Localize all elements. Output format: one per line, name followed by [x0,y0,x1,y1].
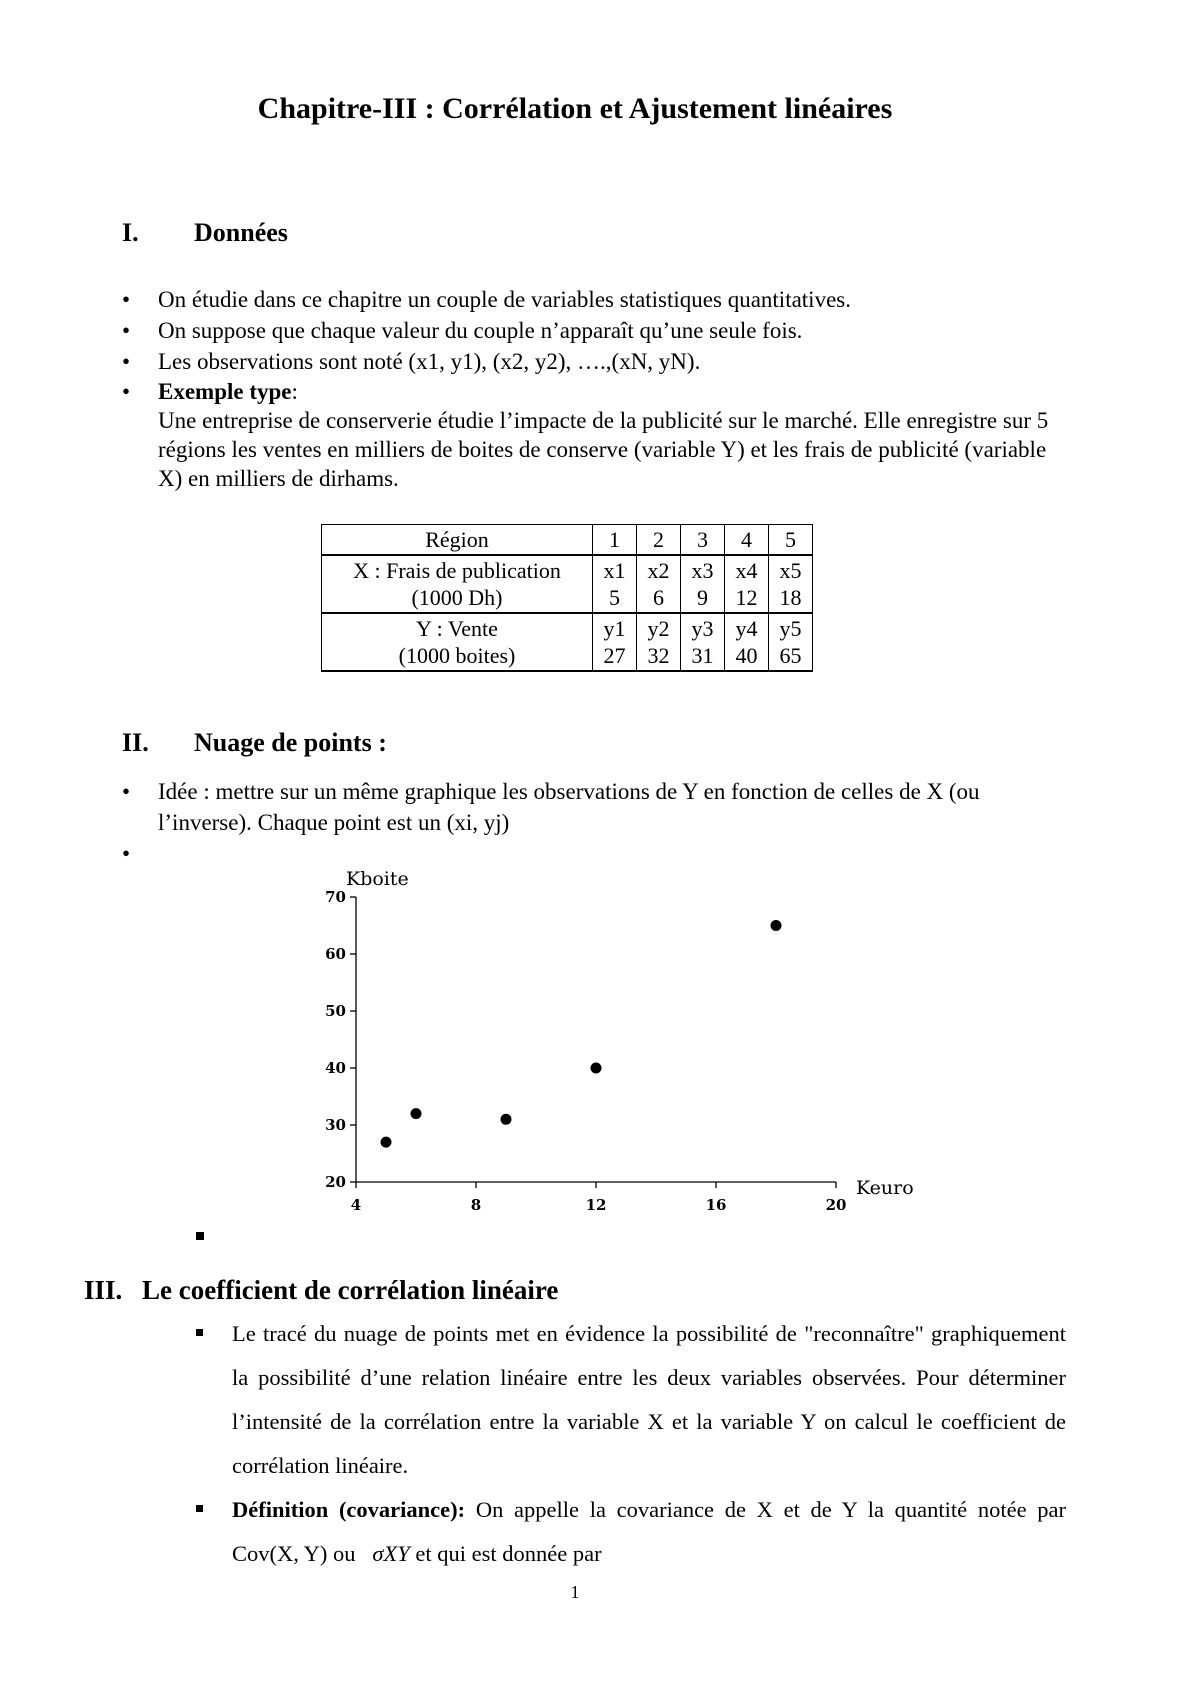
table-cell: x2 6 [637,555,681,613]
bullet-list-donnees [122,284,1062,493]
y-tick-label: 70 [325,888,346,906]
table-row-label-x: X : Frais de publication (1000 Dh) [322,555,593,613]
page-number: 1 [570,1582,580,1602]
table-cell: y5 65 [769,613,813,671]
data-point [771,920,782,931]
x-tick-label: 16 [705,1196,727,1214]
bullet-icon: • [122,287,131,312]
table-cell: 2 [637,525,681,556]
table-cell: y3 31 [681,613,725,671]
bullet-list-nuage [122,776,1067,869]
x-tick-label: 20 [825,1196,847,1214]
y-tick-label: 40 [325,1059,346,1077]
section-number: II. [122,728,149,757]
bullet-icon: • [122,379,131,404]
scatter-chart [300,860,940,1220]
x-tick-label: 4 [350,1196,362,1214]
table-cell: 1 [593,525,637,556]
table-cell: x1 5 [593,555,637,613]
section-title: Données [194,218,288,247]
list-item: • Les observations sont noté (x1, y1), (x2, y2), ….,(xN, yN). [122,346,1062,377]
chart-axes [356,897,836,1182]
bullet-icon: • [122,779,131,804]
list-item-definition: Définition (covariance): On appelle la covariance de X et de Y la quantité notée par Cov(X, Y) ou σXY et qui est donnée par [196,1488,1066,1576]
square-bullet-icon [196,1232,204,1240]
chart-ticks [325,888,846,1214]
y-axis-label: Kboite [346,868,409,890]
list-item: • On étudie dans ce chapitre un couple de variables statistiques quantitatives. [122,284,1062,315]
bullet-icon: • [122,349,131,374]
bullet-icon: • [122,318,131,343]
table-cell: y4 40 [725,613,769,671]
definition-label: Définition (covariance): [232,1497,466,1522]
table-cell: y2 32 [637,613,681,671]
list-item: Le tracé du nuage de points met en évidence la possibilité de "reconnaître" graphiquement la possibilité d’une relation linéaire entre les deux variables observées. Pour déterminer l’intensité de la corrélation entre la variable X et la variable Y on calcul le coefficient de corrélation linéaire. [196,1312,1066,1488]
y-tick-label: 30 [325,1116,346,1134]
section-number: I. [122,218,139,247]
table-cell: x4 12 [725,555,769,613]
data-point [591,1063,602,1074]
example-label: Exemple type [158,379,292,404]
example-text: Une entreprise de conserverie étudie l’impacte de la publicité sur le marché. Elle enregistre sur 5 régions les ventes en milliers de boites de conserve (variable Y) et les frais de publicité (variable X) en milliers de dirhams. [158,408,1049,491]
x-axis-label: Keuro [856,1177,914,1199]
section-title: Nuage de points : [194,728,387,757]
square-bullet-icon [196,1505,203,1512]
list-item: • On suppose que chaque valeur du couple n’apparaît qu’une seule fois. [122,315,1062,346]
section-number: III. [84,1275,123,1305]
section-title: Le coefficient de corrélation linéaire [142,1275,559,1305]
y-tick-label: 20 [325,1173,346,1191]
chart-points [381,920,782,1148]
table-cell: 5 [769,525,813,556]
sigma-xy-symbol: σXY [372,1541,410,1566]
page-title: Chapitre-III : Corrélation et Ajustement linéaires [257,92,893,125]
table-cell: y1 27 [593,613,637,671]
table-row-label-y: Y : Vente (1000 boites) [322,613,593,671]
x-tick-label: 12 [585,1196,607,1214]
section-heading-donnees [122,218,722,252]
table-header-region: Région [322,525,593,556]
x-tick-label: 8 [470,1196,482,1214]
data-point [381,1137,392,1148]
data-point [501,1114,512,1125]
square-bullet-icon [196,1329,203,1336]
table-cell: x3 9 [681,555,725,613]
bullet-icon: • [122,841,131,866]
list-item: • Idée : mettre sur un même graphique les observations de Y en fonction de celles de X (ou l’inverse). Chaque point est un (xi, yj) [122,776,1067,838]
data-point [411,1108,422,1119]
table-cell: x5 18 [769,555,813,613]
y-tick-label: 50 [325,1002,346,1020]
y-tick-label: 60 [325,945,346,963]
bullet-list-coefficient [196,1312,1066,1576]
section-heading-nuage [122,728,722,762]
table-cell: 3 [681,525,725,556]
table-cell: 4 [725,525,769,556]
data-table [321,524,813,672]
list-item-example: • Exemple type: Une entreprise de conserverie étudie l’impacte de la publicité sur le marché. Elle enregistre sur 5 régions les ventes en milliers de boites de conserve (variable Y) et les frais de publicité (variable X) en milliers de dirhams. [122,379,1049,491]
section-heading-coefficient [84,1275,984,1309]
